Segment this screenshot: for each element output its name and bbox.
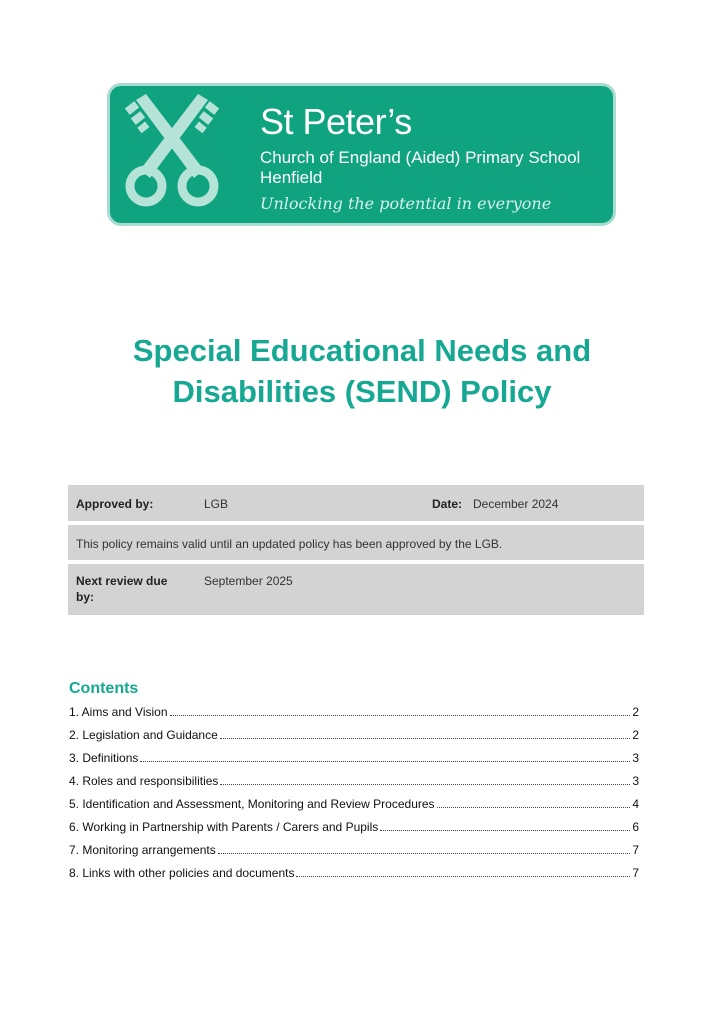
toc-item-label: 5. Identification and Assessment, Monitoring and Review Procedures — [69, 797, 435, 811]
document-title-line1: Special Educational Needs and — [132, 333, 592, 368]
table-of-contents — [69, 705, 639, 889]
toc-item-working-in-partnership[interactable] — [69, 820, 639, 843]
toc-leader-dots — [170, 706, 631, 716]
approved-by-value: LGB — [204, 497, 229, 511]
toc-leader-dots — [437, 798, 631, 808]
toc-item-page: 2 — [632, 728, 639, 742]
toc-item-label: 2. Legislation and Guidance — [69, 728, 218, 742]
toc-item-page: 7 — [632, 843, 639, 857]
toc-item-aims-and-vision[interactable] — [69, 705, 639, 728]
approved-by-label: Approved by: — [76, 497, 154, 511]
document-title — [60, 330, 664, 412]
toc-item-label: 6. Working in Partnership with Parents / Carers and Pupils — [69, 820, 379, 834]
toc-item-label: 3. Definitions — [69, 751, 139, 765]
toc-leader-dots — [140, 752, 630, 762]
toc-item-page: 4 — [632, 797, 639, 811]
date-value: December 2024 — [473, 497, 559, 511]
toc-item-label: 7. Monitoring arrangements — [69, 843, 216, 857]
toc-item-page: 7 — [632, 866, 639, 880]
toc-item-links-with-other-policies[interactable] — [69, 866, 639, 889]
school-town: Henfield — [260, 168, 323, 187]
toc-leader-dots — [220, 729, 631, 739]
toc-leader-dots — [296, 867, 630, 877]
toc-item-page: 6 — [632, 820, 639, 834]
toc-item-monitoring-arrangements[interactable] — [69, 843, 639, 866]
toc-item-page: 2 — [632, 705, 639, 719]
crossed-keys-icon — [124, 94, 220, 214]
approval-row — [68, 485, 644, 521]
review-row — [68, 564, 644, 615]
validity-row — [68, 525, 644, 560]
toc-item-page: 3 — [632, 774, 639, 788]
school-subtitle: Church of England (Aided) Primary School — [260, 148, 581, 167]
toc-item-legislation-and-guidance[interactable] — [69, 728, 639, 751]
toc-item-definitions[interactable] — [69, 751, 639, 774]
school-motto: Unlocking the potential in everyone — [260, 194, 552, 213]
toc-leader-dots — [220, 775, 630, 785]
toc-leader-dots — [380, 821, 630, 831]
date-label: Date: — [432, 497, 463, 511]
toc-item-roles-and-responsibilities[interactable] — [69, 774, 639, 797]
toc-item-identification-and-assessment[interactable] — [69, 797, 639, 820]
toc-item-label: 1. Aims and Vision — [69, 705, 168, 719]
contents-heading: Contents — [69, 680, 139, 697]
next-review-label-line1: Next review due — [76, 574, 168, 588]
toc-item-label: 4. Roles and responsibilities — [69, 774, 219, 788]
document-title-line2: Disabilities (SEND) Policy — [172, 374, 552, 409]
toc-item-label: 8. Links with other policies and documents — [69, 866, 295, 880]
toc-item-page: 3 — [632, 751, 639, 765]
school-banner — [107, 83, 616, 226]
school-name: St Peter’s — [260, 101, 412, 142]
next-review-label-line2: by: — [76, 590, 94, 604]
next-review-value: September 2025 — [204, 574, 293, 588]
validity-note: This policy remains valid until an updated policy has been approved by the LGB. — [76, 537, 503, 551]
toc-leader-dots — [218, 844, 631, 854]
